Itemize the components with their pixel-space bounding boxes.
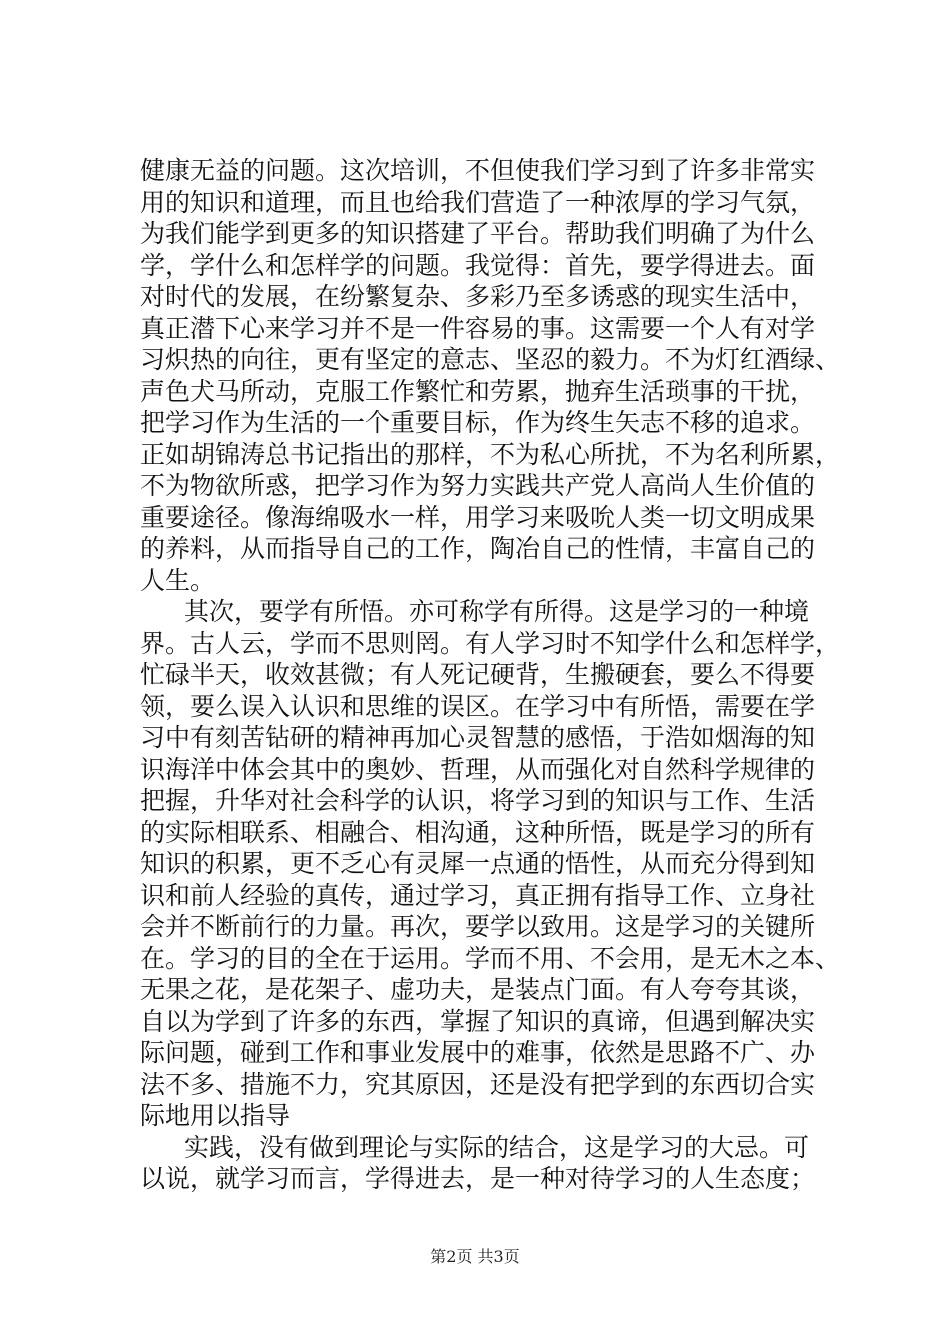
- text-line: 声色犬马所动，克服工作繁忙和劳累，抛弃生活琐事的干扰，: [140, 376, 816, 406]
- text-line: 重要途径。像海绵吸水一样，用学习来吸吮人类一切文明成果: [140, 502, 816, 532]
- text-line: 知识的积累，更不乏心有灵犀一点通的悟性，从而充分得到知: [140, 849, 816, 878]
- text-line: 在。学习的目的全在于运用。学而不用、不会用，是无木之本、: [140, 943, 841, 973]
- text-line: 正如胡锦涛总书记指出的那样，不为私心所扰，不为名利所累，: [140, 439, 841, 469]
- text-line: 际问题，碰到工作和事业发展中的难事，依然是思路不广、办: [140, 1038, 816, 1067]
- text-line: 学，学什么和怎样学的问题。我觉得：首先，要学得进去。面: [140, 250, 816, 280]
- text-line: 法不多、措施不力，究其原因，还是没有把学到的东西切合实: [140, 1069, 816, 1099]
- text-line: 识海洋中体会其中的奥妙、哲理，从而强化对自然科学规律的: [140, 754, 816, 784]
- text-line: 忙碌半天，收效甚微；有人死记硬背，生搬硬套，要么不得要: [140, 660, 816, 689]
- page-number-footer: 第2页 共3页: [430, 1247, 520, 1266]
- paragraph-start-line: 其次，要学有所悟。亦可称学有所得。这是学习的一种境: [184, 597, 810, 626]
- text-line: 对时代的发展，在纷繁复杂、多彩乃至多诱惑的现实生活中，: [140, 282, 816, 311]
- text-line: 习中有刻苦钻研的精神再加心灵智慧的感悟，于浩如烟海的知: [140, 723, 816, 752]
- text-line: 无果之花，是花架子、虚功夫，是装点门面。有人夸夸其谈，: [140, 975, 816, 1004]
- text-line: 真正潜下心来学习并不是一件容易的事。这需要一个人有对学: [140, 313, 816, 343]
- text-line: 际地用以指导: [140, 1101, 291, 1130]
- text-line: 不为物欲所惑，把学习作为努力实践共产党人高尚人生价值的: [140, 471, 816, 500]
- text-line: 把学习作为生活的一个重要目标，作为终生矢志不移的追求。: [140, 408, 816, 437]
- text-line: 的实际相联系、相融合、相沟通，这种所悟，既是学习的所有: [140, 817, 816, 847]
- body-text: [140, 155, 840, 1195]
- text-line: 以说，就学习而言，学得进去，是一种对待学习的人生态度；: [140, 1164, 816, 1193]
- paragraph-start-line: 实践，没有做到理论与实际的结合，这是学习的大忌。可: [184, 1132, 810, 1162]
- text-line: 界。古人云，学而不思则罔。有人学习时不知学什么和怎样学，: [140, 628, 841, 658]
- text-line: 识和前人经验的真传，通过学习，真正拥有指导工作、立身社: [140, 880, 816, 910]
- text-line: 领，要么误入认识和思维的误区。在学习中有所悟，需要在学: [140, 691, 816, 721]
- text-line: 的养料，从而指导自己的工作，陶冶自己的性情，丰富自己的: [140, 534, 816, 563]
- text-line: 健康无益的问题。这次培训，不但使我们学习到了许多非常实: [140, 156, 816, 185]
- text-line: 为我们能学到更多的知识搭建了平台。帮助我们明确了为什么: [140, 219, 816, 248]
- text-line: 用的知识和道理，而且也给我们营造了一种浓厚的学习气氛，: [140, 187, 816, 217]
- text-line: 把握，升华对社会科学的认识，将学习到的知识与工作、生活: [140, 786, 816, 815]
- text-line: 自以为学到了许多的东西，掌握了知识的真谛，但遇到解决实: [140, 1006, 816, 1036]
- text-line: 习炽热的向往，更有坚定的意志、坚忍的毅力。不为灯红酒绿、: [140, 345, 841, 374]
- text-line: 会并不断前行的力量。再次，要学以致用。这是学习的关键所: [140, 912, 816, 941]
- text-line: 人生。: [140, 565, 216, 595]
